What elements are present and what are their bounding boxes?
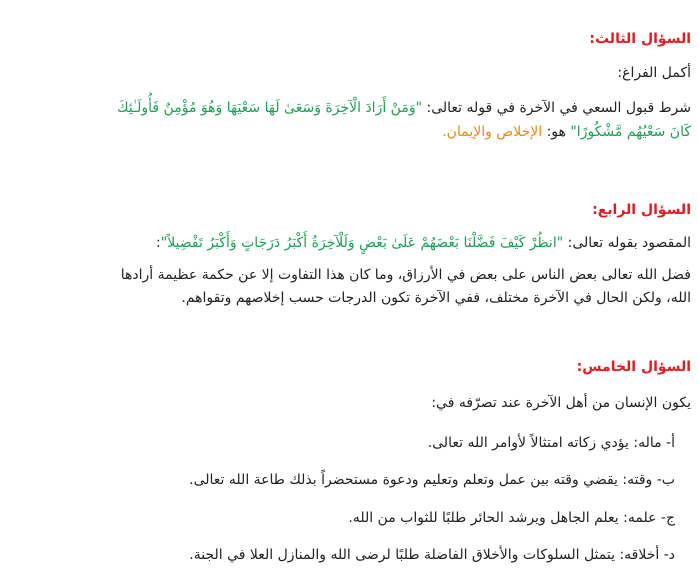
question-3-mid: هو:	[542, 124, 571, 140]
question-3-verse-part-1: "وَمَنْ أَرَادَ الْآخِرَةَ وَسَعَىٰ لَهَا سَعْيَهَا وَهُوَ مُؤْمِنٌ فَأُولَـٰئِكَ	[117, 100, 423, 116]
question-5-heading: السؤال الخامس:	[576, 359, 691, 375]
question-4-answer-line-1: فضل الله تعالى بعض الناس على بعض في الأرزاق، وما كان هذا التفاوت إلا عن حكمة عظيمة أرادها	[120, 267, 691, 283]
list-item-wealth: أ- ماله: يؤدي زكاته امتثالاً لأوامر الله تعالى.	[427, 435, 675, 451]
question-4-verse: "انظُرْ كَيْفَ فَضَّلْنَا بَعْضَهُمْ عَلَىٰ بَعْضٍ وَلَلْآخِرَةُ أَكْبَرُ دَرَجَاتٍ وَأَكْبَرُ تَفْضِيلاً"	[160, 235, 564, 251]
question-3-heading: السؤال الثالث:	[589, 31, 691, 47]
question-4-suffix: :	[156, 235, 161, 251]
question-3-verse-part-2: كَانَ سَعْيُهُم مَّشْكُورًا"	[570, 124, 691, 140]
question-3-answer: الإخلاص والإيمان.	[442, 124, 543, 140]
list-item-time: ب- وقته: يقضي وقته بين عمل وتعلم وتعليم ودعوة مستحضراً بذلك طاعة الله تعالى.	[189, 472, 675, 488]
question-3-prefix: شرط قبول السعي في الآخرة في قوله تعالى:	[422, 100, 691, 116]
question-4-heading: السؤال الرابع:	[592, 202, 691, 218]
list-item-knowledge: ج- علمه: يعلم الجاهل ويرشد الحائر طلبًا للثواب من الله.	[348, 510, 675, 526]
question-4-prompt	[12, 232, 691, 254]
list-item-manners: د- أخلاقه: يتمثل السلوكات والأخلاق الفاضلة طلبًا لرضى الله والمنازل العلا في الجنة.	[189, 547, 675, 563]
question-3-instruction: أكمل الفراغ:	[617, 65, 691, 81]
question-4-prefix: المقصود بقوله تعالى:	[563, 235, 691, 251]
question-3-line-2	[12, 121, 691, 143]
question-3-line-1	[12, 97, 691, 119]
question-5-intro: يكون الإنسان من أهل الآخرة عند تصرّفه في:	[431, 395, 691, 411]
question-4-answer-line-2: الله، ولكن الحال في الآخرة مختلف، ففي الآخرة تكون الدرجات حسب إخلاصهم وتقواهم.	[181, 290, 691, 306]
